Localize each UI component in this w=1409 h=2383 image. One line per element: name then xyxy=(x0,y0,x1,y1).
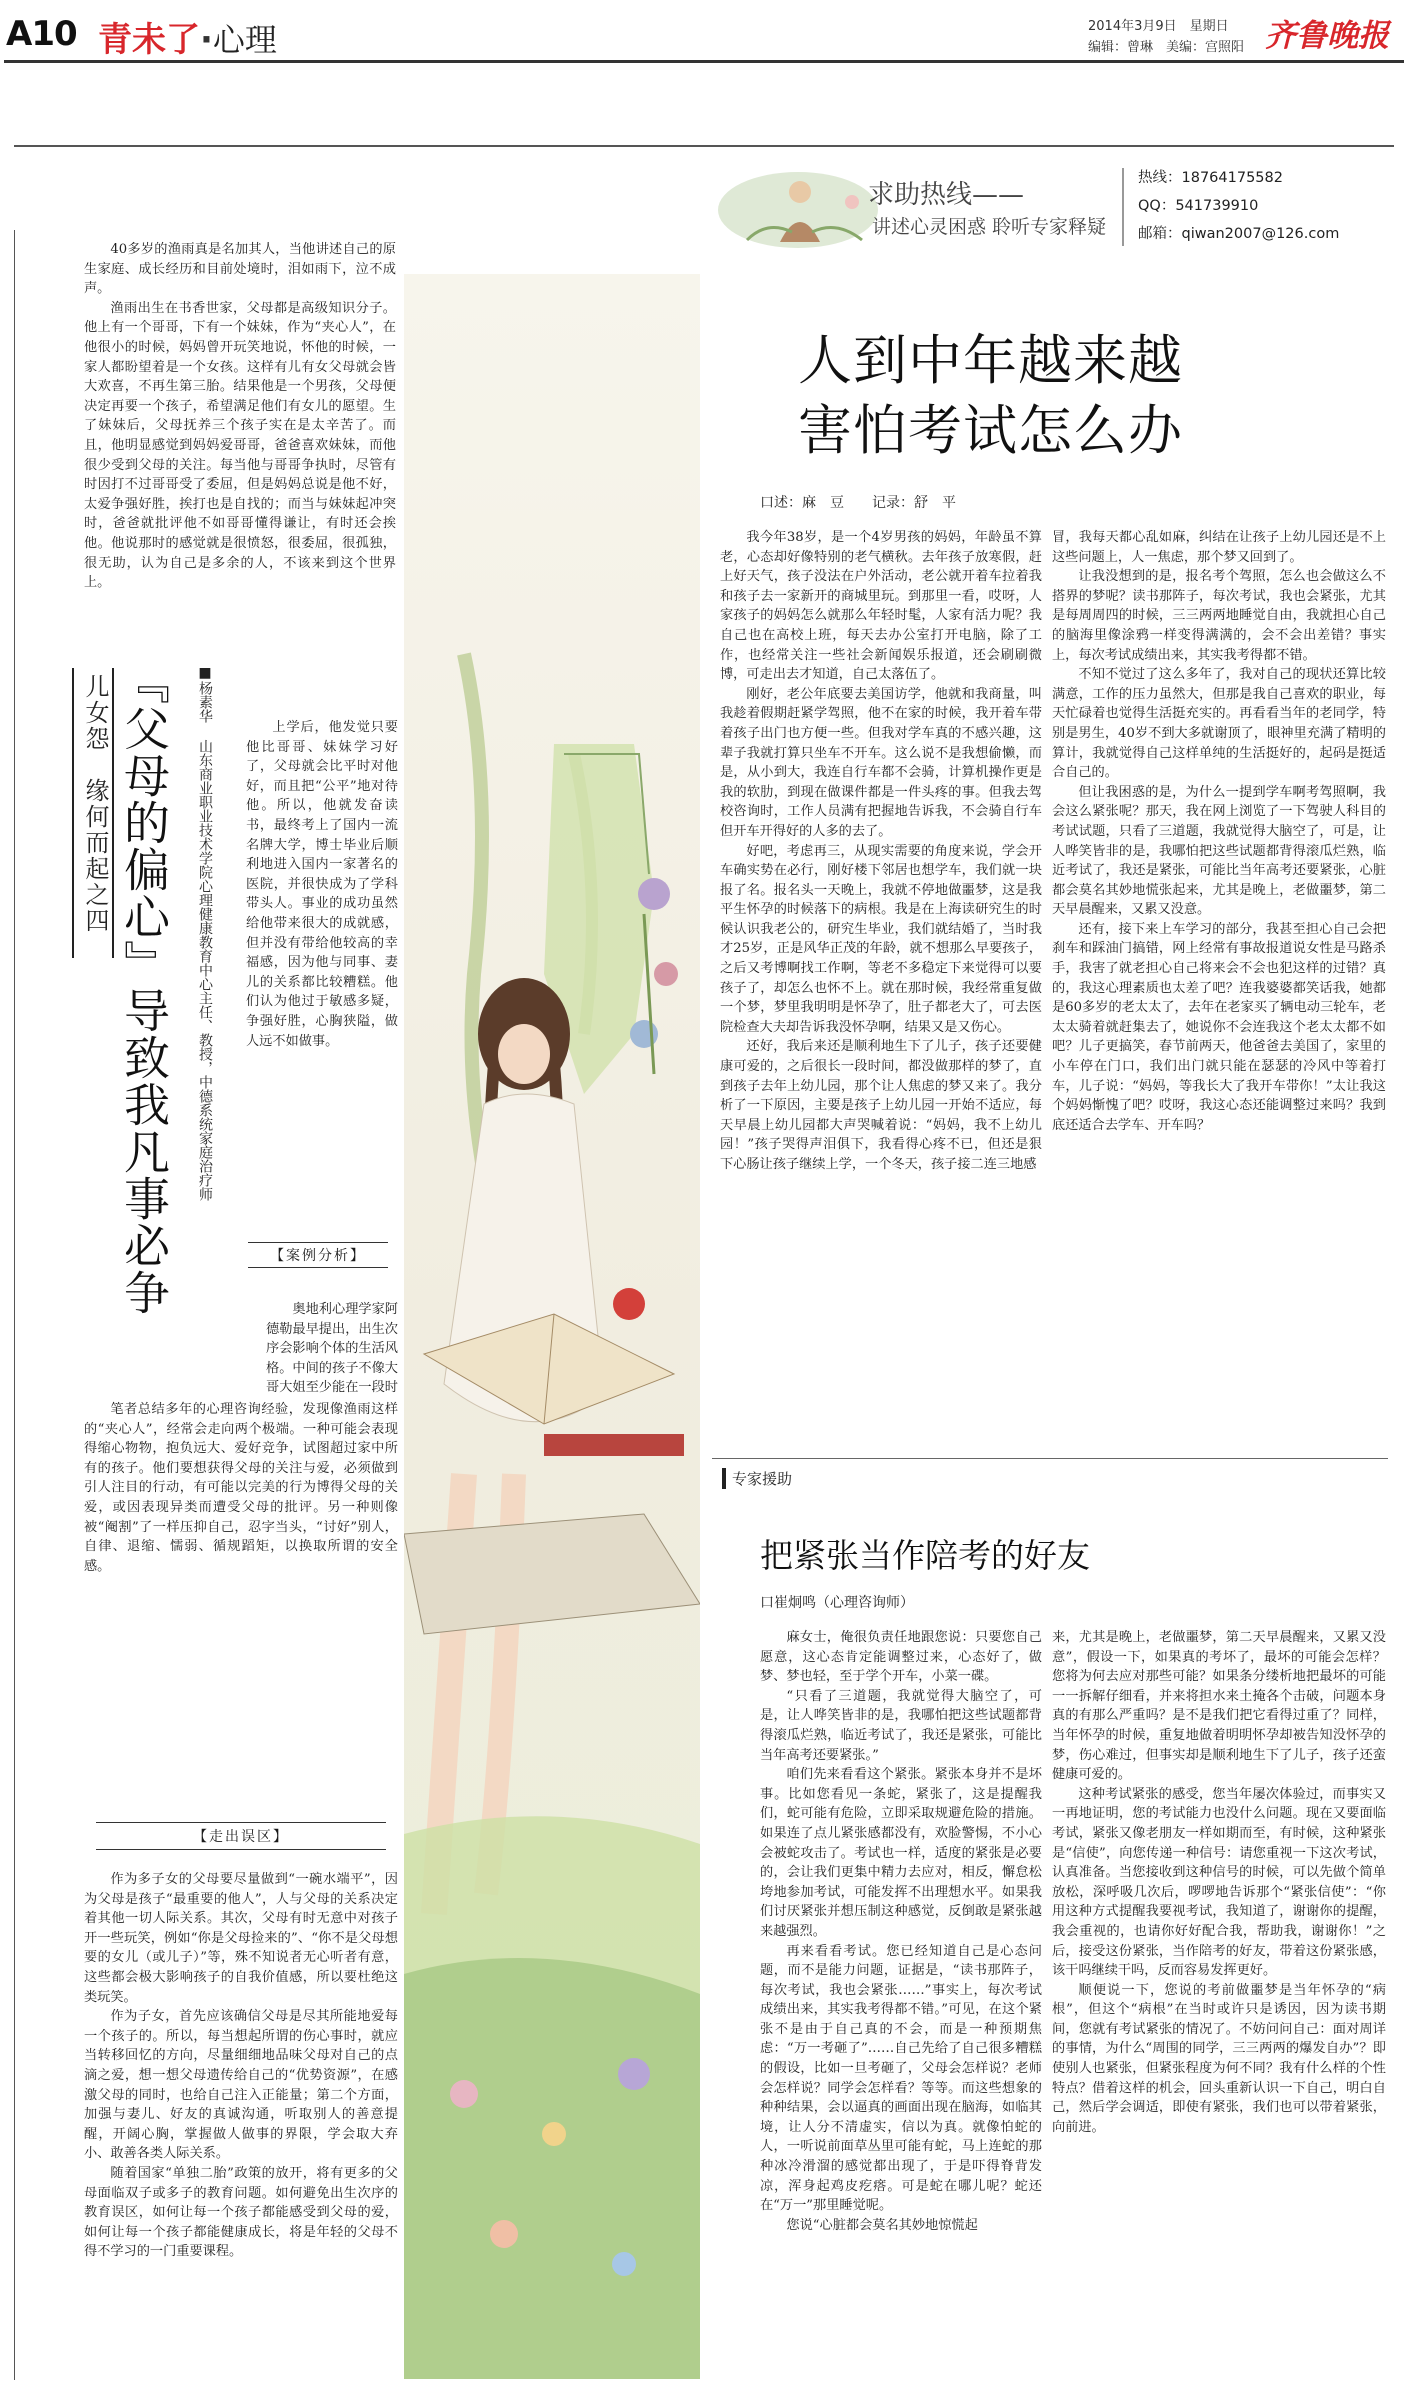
newspaper-logo: 齐鲁晚报 xyxy=(1265,18,1389,54)
main-paragraph: 不知不觉过了这么多年了，我对自己的现状还算比较满意，工作的压力虽然大，但那是我自己喜欢的职业，每天忙碌着也觉得生活挺充实的。再看看当年的老同学，特别是男生，40岁不到大多就谢顶了，眼神里充满了精明的算计，我就觉得自己这样单纯的生活挺好的，起码是挺适合自己的。 xyxy=(1052,667,1386,781)
expert-paragraph: 顺便说一下，您说的考前做噩梦是当年怀孕的“病根”，但这个“病根”在当时或许只是诱因，因为读书期间，您就有考试紧张的情况了。不妨问问自己：面对周详的事情，为什么“周围的同学，三三两两的爆发自办”？即使别人也紧张，但紧张程度为何不同？我有什么样的个性特点？借着这样的机会，回头重新认识一下自己，明白自己，然后学会调适，即使有紧张，我们也可以带着紧张，向前进。 xyxy=(1052,1982,1386,2135)
feature-title: 『父母的偏心』导致我凡事必争 xyxy=(117,658,171,1316)
expert-section-rule xyxy=(712,1458,1388,1459)
main-byline: 口述：麻 豆 记录：舒 平 xyxy=(760,495,956,511)
page-number: A10 xyxy=(6,14,77,54)
case-paragraph: 奥地利心理学家阿德勒最早提出，出生次序会影响个体的生活风格。中间的孩子不像大哥大姐至少能在一段时 xyxy=(266,1302,398,1396)
expert-paragraph: 麻女士，俺很负责任地跟您说：只要您自己愿意，这心态肯定能调整过来，心态好了，做梦、梦也轻，至于学个开车，小菜一碟。 xyxy=(760,1630,1042,1685)
feature-col1-text xyxy=(84,240,396,593)
case-paragraph: 笔者总结多年的心理咨询经验，发现像渔雨这样的“夹心人”，经常会走向两个极端。一种可能会表现得缩心物物，抱负远大、爱好竞争，试图超过家中所有的孩子。他们要想获得父母的关注与爱，必须做到引人注目的行动，有可能以完美的行为博得父母的关爱，或因表现异类而遭受父母的批评。另一种则像被“阉割”了一样压抑自己，忍字当头，“讨好”别人，自律、退缩、懦弱、循规蹈矩，以换取所谓的安全感。 xyxy=(84,1402,398,1574)
main-title-line2: 害怕考试怎么办 xyxy=(798,399,1183,462)
main-paragraph: 冒，我每天都心乱如麻，纠结在让孩子上幼儿园还是不上这些问题上，人一焦虑，那个梦又回到了。 xyxy=(1052,530,1386,565)
hotline-phone: 热线：18764175582 xyxy=(1138,170,1283,186)
out-of-misconception-text xyxy=(84,1870,398,2262)
expert-paragraph: 这种考试紧张的感受，您当年屡次体验过，而事实又一再地证明，您的考试能力也没什么问题。现在又要面临考试，紧张又像老朋友一样如期而至，有时候，这种紧张是“信使”，向您传递一种信号：请您重视一下这次考试，认真准备。当您接收到这种信号的时候，可以先做个简单放松，深呼吸几次后，啰啰地告诉那个“紧张信使”：“你用这种方式提醒我要视考试，我知道了，谢谢你的提醒，我会重视的，也请你好好配合我，帮助我，谢谢你！”之后，接受这份紧张，当作陪考的好友，带着这份紧张感，该干吗继续干吗，反而容易发挥更好。 xyxy=(1052,1786,1386,1979)
main-right-column xyxy=(1052,528,1386,1135)
hotline-slogan: 讲述心灵困惑 聆听专家释疑 xyxy=(872,216,1107,238)
main-paragraph: 好吧，考虑再三，从现实需要的角度来说，学会开车确实势在必行，刚好楼下邻居也想学车，我们就一块报了名。报名头一天晚上，我就不停地做噩梦，这是我平生怀孕的时候落下的病根。我是在上海读研究生的时候认识我老公的，研究生毕业，我们就结婚了，当时我才25岁，正是风华正茂的年龄，就不想那么早要孩子，之后又考博啊找工作啊，等老不多稳定下来觉得可以要孩子了，却怎么也怀不上。就在那时候，我经常重复做一个梦，梦里我明明是怀孕了，肚子都老大了，可去医院检查大夫却告诉我没怀孕啊，结果又是又伤心。 xyxy=(720,843,1042,1035)
feature-author: ■杨素华 山东商业职业技术学院心理健康教育中心主任、教授，中德系统家庭治疗师 xyxy=(197,665,213,1201)
main-paragraph: 刚好，老公年底要去美国访学，他就和我商量，叫我趁着假期赶紧学驾照，他不在家的时候，我开着车带着孩子出门也方便一些。但我对学车真的不感兴趣，这辈子我就打算只坐车不开车。这么说不是我想偷懒，而是，从小到大，我连自行车都不会骑，计算机操作更是我的软肋，到现在做课件都是一件头疼的事。但我去驾校咨询时，工作人员满有把握地告诉我，不会骑自行车但开车开得好的人多的去了。 xyxy=(720,686,1042,839)
left-column-outer-rule xyxy=(14,230,15,2380)
illustration-art xyxy=(404,274,700,2379)
feature-paragraph: 渔雨出生在书香世家，父母都是高级知识分子。他上有一个哥哥，下有一个妹妹，作为“夹心人”，在他很小的时候，妈妈曾开玩笑地说，怀他的时候，一家人都盼望着是一个女孩。这样有儿有女父母就会皆大欢喜，不再生第三胎。结果他是一个男孩，父母便决定再要一个孩子，希望满足他们有女儿的愿望。生了妹妹后，父母抚养三个孩子实在是太辛苦了。而且，他明显感觉到妈妈爱哥哥，爸爸喜欢妹妹，而他很少受到父母的关注。每当他与哥哥争执时，尽管有时因打不过哥哥受了委屈，但是妈妈总说是他不好，太爱争强好胜，挨打也是自找的；而当与妹妹起冲突时，爸爸就批评他不如哥哥懂得谦让，有时还会挨他。他说那时的感觉就是很愤怒，很委屈，很孤独，很无助，认为自己是多余的人，不该来到这个世界上。 xyxy=(84,300,396,591)
out-paragraph: 作为多子女的父母要尽量做到“一碗水端平”，因为父母是孩子“最重要的他人”，人与父母的关系决定着其他一切人际关系。其次，父母有时无意中对孩子开一些玩笑，例如“你是父母捡来的”、“你不是父母想要的女儿（或儿子）”等，殊不知说者无心听者有意，这些都会极大影响孩子的自我价值感，所以要杜绝这类玩笑。 xyxy=(84,1872,398,2005)
expert-paragraph: “只看了三道题，我就觉得大脑空了，可是，让人哗笑皆非的是，我哪怕把这些试题都背得滚瓜烂熟，临近考试了，我还是紧张，可能比当年高考还要紧张。” xyxy=(760,1688,1042,1763)
feature-paragraph: 上学后，他发觉只要他比哥哥、妹妹学习好了，父母就会比平时对他好，而且把“公平”地对待他。所以，他就发奋读书，最终考上了国内一流名牌大学，博士毕业后顺利地进入国内一家著名的医院，并很快成为了学科带头人。事业的成功虽然给他带来很大的成就感，但并没有带给他较高的幸福感，因为他与同事、妻儿的关系都比较糟糕。他们认为他过于敏感多疑，争强好胜，心胸狭隘，做人远不如做事。 xyxy=(246,720,398,1049)
expert-paragraph: 咱们先来看看这个紧张。紧张本身并不是坏事。比如您看见一条蛇，紧张了，这是提醒我们，蛇可能有危险，立即采取规避危险的措施。如果连了点儿紧张感都没有，欢脸警惕，不小心会被蛇攻击了。考试也一样，适度的紧张是必要的，会让我们更集中精力去应对，相反，懈怠松垮地参加考试，可能发挥不出理想水平。如果我们讨厌紧张并想压制这种感觉，反倒敢是紧张越来越强烈。 xyxy=(760,1767,1042,1939)
main-paragraph: 让我没想到的是，报名考个驾照，怎么也会做这么不搭界的梦呢？读书那阵子，每次考试，我也会紧张，尤其是每周周四的时候，三三两两地睡觉自由，我就担心自己的脑海里像涂鸦一样变得满满的，会不会出差错？事实上，每次考试成绩出来，其实我考得都不错。 xyxy=(1052,569,1386,663)
main-paragraph: 但让我困惑的是，为什么一提到学车啊考驾照啊，我会这么紧张呢？那天，我在网上浏览了一下驾驶人科目的考试试题，只看了三道题，我就觉得大脑空了，可是，让人哗笑皆非的是，我哪怕把这些试题都背得滚瓜烂熟，临近考试了，我还是紧张，可能比当年高考还要紧张，心脏都会莫名其妙地慌张起来，尤其是晚上，老做噩梦，第二天早晨醒来，又累又没意。 xyxy=(1052,784,1386,918)
section-dot: · xyxy=(200,20,213,60)
series-tag: 儿女怨 缘何而起之四 xyxy=(81,674,109,934)
girl-reading-illustration xyxy=(404,274,700,2379)
expert-title: 把紧张当作陪考的好友 xyxy=(760,1536,1090,1575)
expert-paragraph: 您说“心脏都会莫名其妙地惊慌起 xyxy=(786,2217,978,2233)
out-of-misconception-heading: 【走出误区】 xyxy=(96,1822,386,1850)
header-rule xyxy=(4,60,1404,63)
out-paragraph: 作为子女，首先应该确信父母是尽其所能地爱每一个孩子的。所以，每当想起所谓的伤心事时，就应当转移回忆的方向，尽量细细地品味父母对自己的点滴之爱，想一想父母遗传给自己的“优势资源”，在感激父母的同时，也给自己注入正能量；第二个方面，加强与妻儿、好友的真诚沟通，听取别人的善意提醒，开阔心胸，掌握做人做事的界限，学会取大弃小、敢善各类人际关系。 xyxy=(84,2009,398,2162)
hotline-label: 求助热线—— xyxy=(868,180,1025,210)
section-sub: 心理 xyxy=(212,21,277,59)
feature-col2-text xyxy=(246,718,398,1051)
section-main: 青未了 xyxy=(98,20,200,60)
hotline-illustration xyxy=(712,162,887,254)
hotline-qq: QQ：541739910 xyxy=(1138,198,1259,214)
hotline-banner xyxy=(712,162,1382,254)
editor-credits: 编辑：曾琳 美编：宫照阳 xyxy=(1088,40,1245,55)
main-left-column xyxy=(720,528,1042,1175)
expert-tag: 专家援助 xyxy=(722,1468,792,1489)
case-analysis-text xyxy=(84,1400,398,1576)
main-title-line1: 人到中年越来越 xyxy=(798,329,1183,392)
main-paragraph: 我今年38岁，是一个4岁男孩的妈妈，年龄虽不算老，心态却好像特别的老气横秋。去年孩子放寒假，赶上好天气，孩子没法在户外活动，老公就开着车拉着我和孩子去一家新开的商城里玩。到那里一看，哎呀，人家孩子的妈妈怎么就那么年轻时髦，人家有活力呢？我自己也在高校上班，每天去办公室打开电脑，除了工作，也经常关注一些社会新闻娱乐报道，还会刷刷微博，可走出去才知道，自己太落伍了。 xyxy=(720,530,1042,683)
expert-paragraph: 来，尤其是晚上，老做噩梦，第二天早晨醒来，又累又没意”，假设一下，如果真的考坏了，最坏的可能会怎样？您将为何去应对那些可能？如果条分缕析地把最坏的可能一一拆解仔细看，并来将担水来土掩各个击破，问题本身真的有那么严重吗？是不是我们把它看得过重了？同样，当年怀孕的时候，重复地做着明明怀孕却被告知没怀孕的梦，伤心难过，但事实却是顺利地生下了儿子，孩子还蛮健康可爱的。 xyxy=(1052,1630,1386,1783)
issue-date: 2014年3月9日 星期日 xyxy=(1088,19,1229,34)
series-tag-box xyxy=(72,668,114,958)
feature-paragraph: 40多岁的渔雨真是名加其人，当他讲述自己的原生家庭、成长经历和目前处境时，泪如雨下，泣不成声。 xyxy=(84,242,396,297)
main-paragraph: 还好，我后来还是顺利地生下了儿子，孩子还要健康可爱的，之后很长一段时间，都没做那样的梦了，直到孩子去年上幼儿园，那个让人焦虑的梦又来了。我分析了一下原因，主要是孩子上幼儿园一开始不适应，每天早晨上幼儿园都大声哭喊着说：“妈妈，我不上幼儿园！”孩子哭得声泪俱下，我看得心疼不已，但还是狠下心肠让孩子继续上学，一个冬天，孩子接二连三地感 xyxy=(720,1039,1042,1172)
expert-paragraph: 再来看看考试。您已经知道自己是心态问题，而不是能力问题，证据是，“读书那阵子，每次考试，我也会紧张……”事实上，每次考试成绩出来，其实我考得都不错。”可见，在这个紧张不是由于自己真的不会，而是一种预期焦虑：“万一考砸了”……自己先给了自己很多糟糕的假设，比如一旦考砸了，父母会怎样说？老师会怎样说？同学会怎样看？等等。而这些想象的种种结果，会以逼真的画面出现在脑海，如临其境，让人分不清虚实，信以为真。就像怕蛇的人，一听说前面草丛里可能有蛇，马上连蛇的那种冰冷滑溜的感觉都出现了，于是吓得脊背发凉，浑身起鸡皮疙瘩。可是蛇在哪儿呢？蛇还在“万一”那里睡觉呢。 xyxy=(760,1943,1042,2214)
expert-author: 口崔炯鸣（心理咨询师） xyxy=(760,1595,914,1611)
case-analysis-heading: 【案例分析】 xyxy=(248,1242,388,1268)
content-top-rule xyxy=(14,145,1394,147)
section-title xyxy=(98,12,277,61)
hotline-email: 邮箱：qiwan2007@126.com xyxy=(1138,226,1340,242)
out-paragraph: 随着国家“单独二胎”政策的放开，将有更多的父母面临双子或多子的教育问题。如何避免出生次序的教育误区，如何让每一个孩子都能感受到父母的爱，如何让每一个孩子都能健康成长，将是年轻的父母不得不学习的一门重要课程。 xyxy=(84,2165,398,2260)
expert-left-column xyxy=(760,1628,1042,2235)
expert-right-column xyxy=(1052,1628,1386,2137)
main-paragraph: 还有，接下来上车学习的部分，我甚至担心自己会把刹车和踩油门搞错，网上经常有事故报道说女性是马路杀手，我害了就老担心自己将来会不会也犯这样的过错？真的，我这心理素质也太差了吧？连我婆婆都笑话我，她都是60多岁的老太太了，去年在老家买了辆电动三轮车，老太太骑着就赶集去了，她说你不会连我这个老太太都不如吧？儿子更搞笑，春节前两天，他爸爸去美国了，家里的小车停在门口，我们出门就只能在瑟瑟的冷风中等着打车，儿子说：“妈妈，等我长大了我开车带你！”太让我这个妈妈惭愧了吧？哎呀，我这心态还能调整过来吗？我到底还适合去学车、开车吗？ xyxy=(1052,921,1386,1133)
hotline-divider xyxy=(1122,168,1124,246)
case-analysis-text-narrow xyxy=(266,1300,398,1396)
